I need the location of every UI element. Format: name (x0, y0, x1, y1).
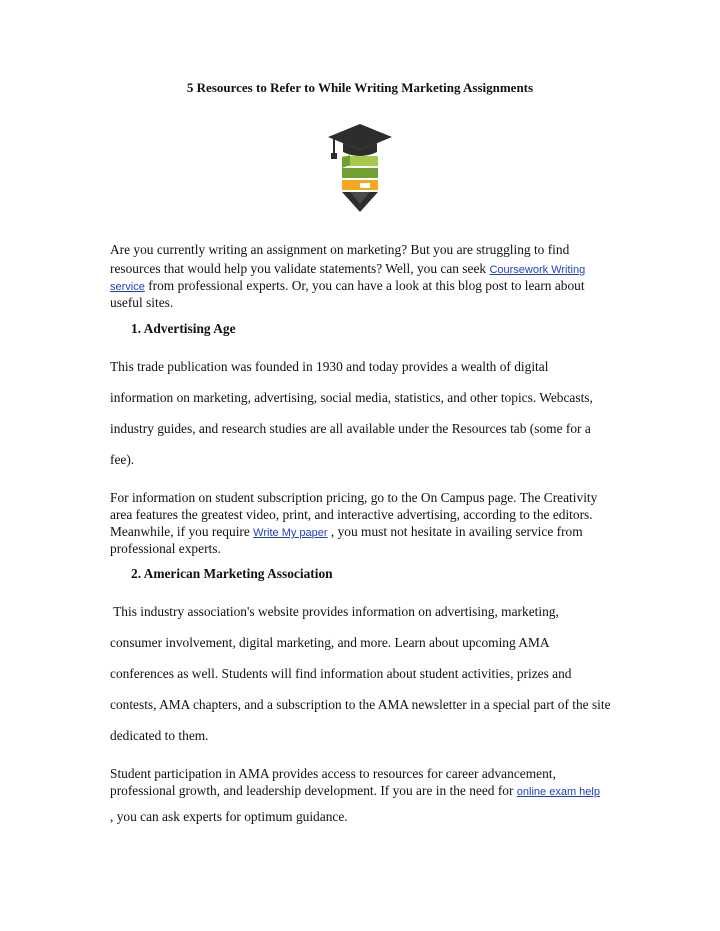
section-2-p2-line-1: Student participation in AMA provides access to resources for career advancement, (110, 766, 556, 781)
section-2-p2-line-2-text: professional growth, and leadership development. If you are in the need for (110, 783, 517, 798)
section-2-p1-line-1: This industry association's website provides information on advertising, marketing, (110, 604, 559, 619)
section-2-p2-line-2 (110, 782, 620, 801)
section-2-heading: 2. American Marketing Association (131, 566, 333, 581)
intro-line-3-text: from professional experts. Or, you can have a look at this blog post to learn about (144, 278, 585, 293)
section-1-p2-line-1: For information on student subscription pricing, go to the On Campus page. The Creativity (110, 490, 598, 505)
section-1-p1-line-2: information on marketing, advertising, social media, statistics, and other topics. Webcasts, (110, 390, 593, 405)
online-exam-help-link[interactable]: online exam help (516, 786, 600, 798)
page-title: 5 Resources to Refer to While Writing Marketing Assignments (186, 80, 534, 95)
section-2-p1-line-5: dedicated to them. (110, 728, 209, 743)
coursework-writing-service-link[interactable]: service (110, 281, 145, 293)
section-1-p1-line-1: This trade publication was founded in 1930 and today provides a wealth of digital (110, 359, 549, 374)
section-2-p1-line-2: consumer involvement, digital marketing, and more. Learn about upcoming AMA (110, 635, 550, 650)
section-1-p2-line-3-prefix: Meanwhile, if you require (110, 524, 254, 539)
intro-line-1: Are you currently writing an assignment on marketing? But you are struggling to find (110, 242, 570, 257)
section-1-p2-line-3-suffix: , you must not hesitate in availing service from (327, 524, 583, 539)
section-2-p1-line-4: contests, AMA chapters, and a subscription to the AMA newsletter in a special part of the site (110, 697, 611, 712)
section-1-heading: 1. Advertising Age (131, 321, 236, 336)
section-1-p1-line-4: fee). (110, 452, 135, 467)
section-2-p2-line-3: , you can ask experts for optimum guidance. (110, 809, 348, 824)
section-1-p2-line-4: professional experts. (110, 541, 221, 556)
graduation-cap-pencil-books-icon (326, 122, 394, 214)
intro-line-2-text: resources that would help you validate statements? Well, you can seek (110, 261, 490, 276)
section-1-p1-line-3: industry guides, and research studies are all available under the Resources tab (some for a (110, 421, 591, 436)
intro-line-4: useful sites. (110, 295, 174, 310)
section-1-p2-line-2: area features the greatest video, print, and interactive advertising, according to the editors. (110, 507, 593, 522)
write-my-paper-link[interactable]: Write My paper (253, 527, 328, 539)
section-2-p1-line-3: conferences as well. Students will find information about student activities, prizes and (110, 666, 572, 681)
coursework-writing-link[interactable]: Coursework Writing (489, 264, 586, 276)
